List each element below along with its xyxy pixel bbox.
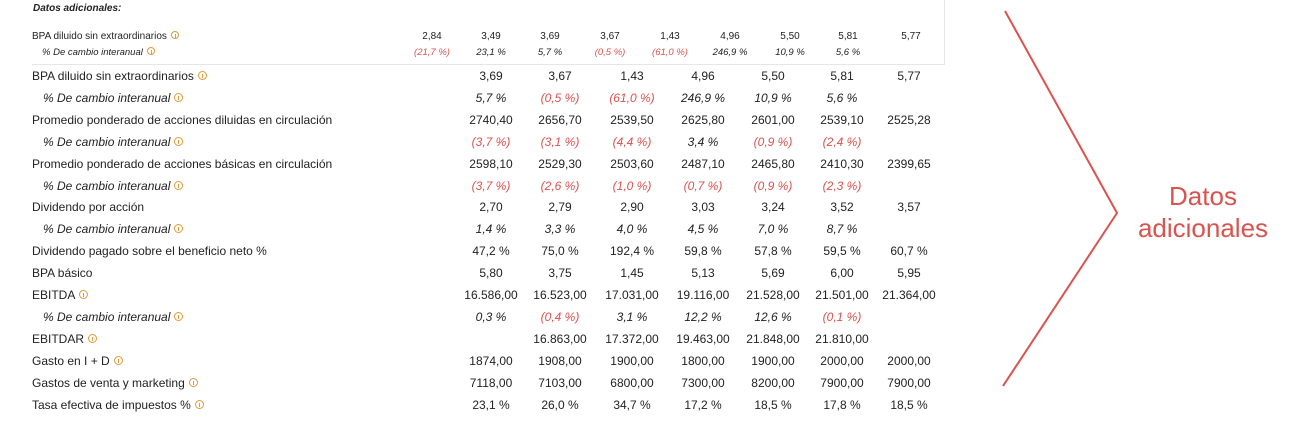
value-cell: 2539,10 (820, 112, 864, 127)
value-cell: 2,84 (422, 31, 442, 42)
value-cell: 5,7 % (475, 90, 507, 105)
row-label (32, 332, 97, 346)
row-label (32, 244, 267, 258)
value-cell: 1,43 (620, 69, 644, 83)
row-label (32, 354, 123, 368)
row-label-text: % De cambio interanual (43, 222, 171, 237)
value-cell: 21.501,00 (815, 288, 869, 302)
value-cell: 19.116,00 (676, 288, 730, 302)
table-row (32, 354, 944, 374)
value-cell: 1900,00 (610, 353, 654, 368)
value-cell: 19.463,00 (676, 331, 730, 346)
info-icon[interactable] (171, 31, 179, 39)
row-label-text: EBITDA (32, 288, 76, 302)
info-icon[interactable] (147, 47, 155, 55)
row-label-text: Promedio ponderado de acciones diluidas en circulación (32, 112, 333, 127)
value-cell: 6,00 (830, 266, 854, 281)
row-label-text: Gastos de venta y marketing (32, 375, 185, 390)
value-cell: 21.848,00 (746, 331, 800, 346)
row-label (32, 266, 92, 280)
value-cell: 8,7 % (826, 222, 858, 237)
value-cell: 5,7 % (537, 47, 563, 58)
value-cell: 18,5 % (754, 397, 792, 412)
value-cell: (0,5 %) (540, 90, 580, 105)
value-cell: 7900,00 (820, 375, 864, 390)
value-cell: 3,57 (897, 200, 921, 215)
row-label-text: BPA diluido sin extraordinarios (32, 69, 194, 83)
table-row (32, 31, 944, 47)
value-cell: 75,0 % (541, 244, 579, 259)
value-cell: 5,77 (901, 31, 921, 42)
value-cell: 2,90 (620, 200, 644, 215)
value-cell: 21.364,00 (882, 288, 936, 302)
value-cell: 5,80 (479, 266, 503, 281)
value-cell: 2000,00 (820, 353, 864, 368)
value-cell: 3,03 (691, 200, 715, 215)
value-cell: 3,67 (548, 69, 572, 83)
value-cell: 4,5 % (687, 222, 719, 237)
value-cell: 17.372,00 (605, 331, 659, 346)
value-cell: 17,8 % (823, 397, 861, 412)
info-icon[interactable] (174, 312, 183, 321)
bracket-annotation (995, 8, 1125, 390)
value-cell: 5,50 (761, 69, 785, 83)
row-label (32, 31, 179, 42)
value-cell: (0,1 %) (822, 309, 862, 324)
value-cell: 7103,00 (538, 375, 582, 390)
value-cell: 2539,50 (610, 112, 654, 127)
value-cell: 23,1 % (476, 47, 506, 58)
value-cell: (0,9 %) (753, 134, 793, 149)
info-icon[interactable] (174, 181, 183, 190)
value-cell: (3,1 %) (540, 134, 580, 149)
row-label (43, 91, 183, 105)
table-row (32, 244, 944, 264)
table-row (32, 398, 944, 418)
section-title: Datos adicionales: (33, 3, 122, 14)
value-cell: 0,3 % (475, 309, 507, 324)
row-label (32, 157, 332, 171)
inset-table (32, 0, 945, 65)
value-cell: 5,95 (897, 266, 921, 281)
value-cell: 2598,10 (469, 156, 513, 171)
value-cell: 3,69 (540, 31, 560, 42)
row-label (32, 376, 198, 390)
value-cell: (0,9 %) (753, 178, 793, 193)
value-cell: 7118,00 (469, 375, 513, 390)
table-row (32, 288, 944, 308)
value-cell: 17,2 % (684, 397, 722, 412)
row-label-text: Dividendo por acción (32, 200, 145, 215)
info-icon[interactable] (195, 400, 204, 409)
value-cell: 2410,30 (820, 156, 864, 171)
annotation-line-1: Datos (1169, 181, 1237, 211)
value-cell: 2000,00 (887, 353, 931, 368)
value-cell: 47,2 % (472, 244, 510, 259)
value-cell: 5,6 % (826, 90, 858, 105)
value-cell: 192,4 % (609, 244, 655, 259)
row-label-text: BPA básico (32, 266, 93, 281)
value-cell: (0,5 %) (594, 47, 626, 58)
table-row (32, 332, 944, 352)
row-label-text: Promedio ponderado de acciones básicas en circulación (32, 156, 333, 171)
row-label (42, 47, 155, 58)
row-label (32, 200, 144, 214)
value-cell: 16.586,00 (464, 288, 518, 302)
value-cell: 5,81 (838, 31, 858, 42)
value-cell: 3,69 (479, 69, 503, 83)
yoy-change-row (32, 310, 944, 330)
value-cell: (3,7 %) (471, 134, 511, 149)
row-label (32, 113, 332, 127)
row-label (43, 135, 183, 149)
value-cell: (3,7 %) (471, 178, 511, 193)
annotation-label (1120, 180, 1286, 244)
value-cell: 5,81 (830, 69, 854, 83)
value-cell: 34,7 % (613, 397, 651, 412)
value-cell: 4,96 (720, 31, 740, 42)
value-cell: 18,5 % (890, 397, 928, 412)
value-cell: 3,67 (600, 31, 620, 42)
value-cell: 8200,00 (751, 375, 795, 390)
value-cell: 7300,00 (681, 375, 725, 390)
yoy-change-row (32, 222, 944, 242)
value-cell: 246,9 % (712, 47, 748, 58)
value-cell: (4,4 %) (612, 134, 652, 149)
row-label-text: % De cambio interanual (42, 47, 143, 58)
value-cell: (2,4 %) (822, 134, 862, 149)
row-label (32, 288, 88, 302)
value-cell: 10,9 % (754, 90, 792, 105)
table-row (32, 200, 944, 220)
value-cell: 7900,00 (887, 375, 931, 390)
value-cell: 2525,28 (887, 112, 931, 127)
value-cell: 3,3 % (544, 222, 576, 237)
yoy-change-row (32, 135, 944, 155)
value-cell: (2,6 %) (540, 178, 580, 193)
yoy-change-row (32, 91, 944, 111)
value-cell: 4,0 % (616, 222, 648, 237)
row-label-text: Gasto en I + D (32, 353, 110, 368)
value-cell: 1908,00 (538, 353, 582, 368)
bracket-line (1003, 11, 1117, 386)
value-cell: (21,7 %) (414, 47, 450, 58)
info-icon[interactable] (114, 356, 123, 365)
info-icon[interactable] (79, 290, 88, 299)
value-cell: 2656,70 (538, 112, 582, 127)
value-cell: (61,0 %) (652, 47, 688, 58)
table-row (32, 113, 944, 133)
value-cell: 2503,60 (610, 156, 654, 171)
row-label (43, 179, 183, 193)
value-cell: 60,7 % (890, 244, 928, 259)
row-label (43, 310, 183, 324)
value-cell: 2625,80 (681, 112, 725, 127)
value-cell: 3,52 (830, 200, 854, 215)
value-cell: (1,0 %) (612, 178, 652, 193)
value-cell: 5,6 % (835, 47, 861, 58)
value-cell: 12,2 % (684, 309, 722, 324)
value-cell: 4,96 (691, 69, 715, 83)
table-row (32, 157, 944, 177)
value-cell: 2,70 (479, 200, 503, 215)
value-cell: (0,7 %) (683, 178, 723, 193)
value-cell: 57,8 % (754, 244, 792, 259)
value-cell: 2529,30 (538, 156, 582, 171)
value-cell: 23,1 % (472, 397, 510, 412)
value-cell: 5,77 (897, 69, 921, 83)
row-label (32, 398, 204, 412)
row-label-text: % De cambio interanual (43, 134, 171, 149)
value-cell: 2487,10 (681, 156, 725, 171)
row-label-text: Dividendo pagado sobre el beneficio neto % (32, 244, 267, 259)
value-cell: 59,5 % (823, 244, 861, 259)
row-label-text: % De cambio interanual (43, 90, 171, 105)
row-label-text: Tasa efectiva de impuestos % (32, 397, 191, 412)
value-cell: 6800,00 (610, 375, 654, 390)
value-cell: 2601,00 (751, 112, 795, 127)
info-icon[interactable] (174, 224, 183, 233)
info-icon[interactable] (174, 137, 183, 146)
value-cell: 3,1 % (616, 309, 648, 324)
value-cell: 5,13 (691, 266, 715, 281)
value-cell: (2,3 %) (822, 178, 862, 193)
value-cell: 2,79 (548, 200, 572, 215)
table-row (32, 266, 944, 286)
value-cell: 3,24 (761, 200, 785, 215)
value-cell: 1,4 % (475, 222, 507, 237)
value-cell: 7,0 % (757, 222, 789, 237)
info-icon[interactable] (174, 93, 183, 102)
value-cell: 17.031,00 (605, 288, 659, 302)
value-cell: 3,75 (548, 266, 572, 281)
annotation-line-2: adicionales (1137, 213, 1269, 243)
value-cell: 10,9 % (775, 47, 805, 58)
value-cell: 16.523,00 (533, 288, 587, 302)
row-label-text: EBITDAR (32, 331, 85, 346)
info-icon[interactable] (189, 378, 198, 387)
value-cell: 2399,65 (887, 156, 931, 171)
value-cell: 21.528,00 (746, 288, 800, 302)
info-icon[interactable] (198, 71, 207, 80)
value-cell: 5,50 (780, 31, 800, 42)
row-label-text: % De cambio interanual (43, 309, 171, 324)
value-cell: 12,6 % (754, 309, 792, 324)
value-cell: 21.810,00 (815, 331, 869, 346)
row-label-text: % De cambio interanual (43, 178, 171, 193)
value-cell: 1,45 (620, 266, 644, 281)
row-label (32, 69, 207, 83)
value-cell: 5,69 (761, 266, 785, 281)
row-label (43, 222, 183, 236)
value-cell: (61,0 %) (609, 90, 655, 105)
value-cell: 246,9 % (680, 90, 726, 105)
value-cell: 1874,00 (469, 353, 513, 368)
value-cell: 2740,40 (469, 112, 513, 127)
value-cell: 1,43 (660, 31, 680, 42)
value-cell: 1800,00 (681, 353, 725, 368)
value-cell: 16.863,00 (533, 331, 587, 346)
value-cell: (0,4 %) (540, 309, 580, 324)
row-label-text: BPA diluido sin extraordinarios (32, 31, 167, 42)
table-row (32, 69, 944, 89)
value-cell: 1900,00 (751, 353, 795, 368)
table-row (32, 376, 944, 396)
yoy-change-row (32, 179, 944, 199)
value-cell: 3,49 (481, 31, 501, 42)
value-cell: 26,0 % (541, 397, 579, 412)
info-icon[interactable] (88, 334, 97, 343)
yoy-change-row (32, 47, 944, 63)
value-cell: 3,4 % (687, 134, 719, 149)
value-cell: 59,8 % (684, 244, 722, 259)
value-cell: 2465,80 (751, 156, 795, 171)
